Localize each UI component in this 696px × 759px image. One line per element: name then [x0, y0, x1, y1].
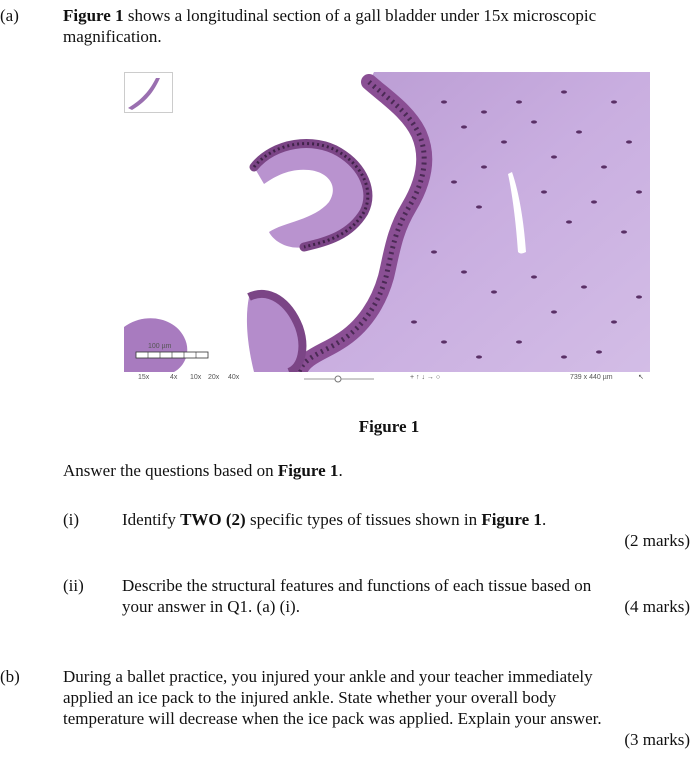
- instruction-text: Answer the questions based on Figure 1.: [63, 461, 343, 480]
- part-b-line2: applied an ice pack to the injured ankle. State whether your overall body: [63, 688, 557, 707]
- dimensions-readout: 739 x 440 µm: [570, 374, 613, 381]
- zoom-slider-handle[interactable]: [335, 376, 341, 382]
- figure-caption: Figure 1: [358, 417, 420, 436]
- question-i-count: TWO (2): [180, 510, 246, 529]
- intro-text-line2: magnification.: [63, 27, 162, 46]
- instruction-figure-ref: Figure 1: [277, 461, 339, 480]
- cursor-icon: ↖: [638, 374, 644, 381]
- figure-reference: Figure 1: [63, 6, 124, 25]
- micrograph-image: [124, 72, 650, 386]
- navigation-arrows[interactable]: + ↑ ↓ → ○: [410, 374, 441, 381]
- zoom-10x-button[interactable]: 10x: [190, 374, 202, 381]
- question-ii-line2: your answer in Q1. (a) (i).: [122, 597, 300, 616]
- question-ii-label: (ii): [63, 576, 84, 595]
- question-i-marks: (2 marks): [624, 531, 690, 550]
- part-b-line3: temperature will decrease when the ice pack was applied. Explain your answer.: [63, 709, 602, 728]
- question-i-figure-ref: Figure 1: [481, 510, 542, 529]
- zoom-40x-button[interactable]: 40x: [228, 374, 240, 381]
- question-i-label: (i): [63, 510, 80, 529]
- question-ii-line1: Describe the structural features and functions of each tissue based on: [122, 576, 592, 595]
- gall-bladder-micrograph: [124, 72, 650, 386]
- question-ii-marks: (4 marks): [624, 597, 690, 616]
- part-b-line1: During a ballet practice, you injured your ankle and your teacher immediately: [63, 667, 593, 686]
- question-i-text: Identify TWO (2) specific types of tissues shown in Figure 1.: [122, 510, 547, 529]
- zoom-15x-button[interactable]: 15x: [138, 374, 150, 381]
- zoom-20x-button[interactable]: 20x: [208, 374, 220, 381]
- part-b-marks: (3 marks): [624, 730, 690, 749]
- part-a-label: (a): [0, 6, 19, 25]
- zoom-4x-button[interactable]: 4x: [170, 374, 178, 381]
- intro-text-line1: shows a longitudinal section of a gall bladder under 15x microscopic: [123, 6, 597, 25]
- scale-bar-label: 100 µm: [148, 343, 172, 350]
- part-b-question: [63, 666, 691, 729]
- part-b-label: (b): [0, 667, 20, 686]
- part-a-intro: [63, 5, 693, 47]
- instruction-lead: Answer the questions based on: [63, 461, 278, 480]
